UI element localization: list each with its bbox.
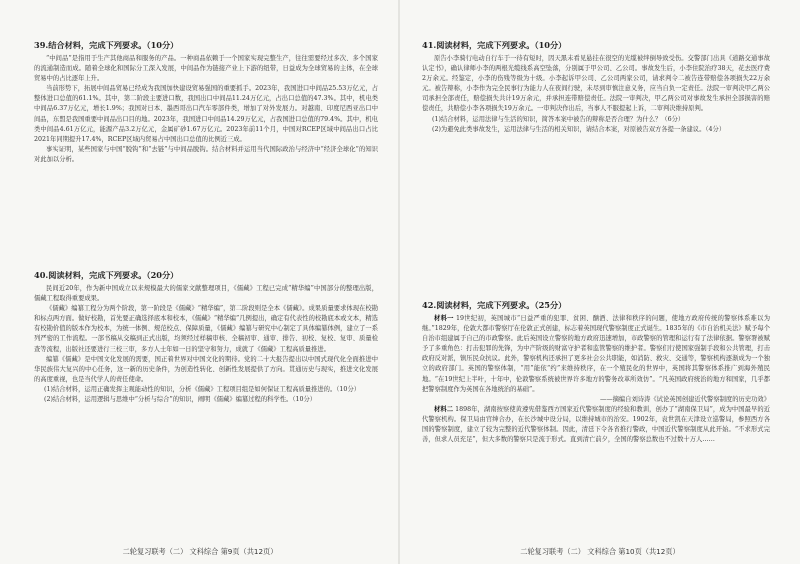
question-42 [422, 300, 770, 445]
q42-material-1 [422, 314, 770, 395]
question-40 [34, 270, 378, 405]
material-2-label: 材料二 [434, 405, 454, 413]
q39-paragraph-2: 当前形势下，拓展中间品贸易已经成为我国加快建设贸易强国的重要抓手。2023年，我国进口中间品25.53万亿元，占整体进口总值的61.1%。其中，第二阶段主要进口数，我国出口中间品11.24万亿元，占出口总值的47.3%。其中，机电类中间品6.37万亿元，增长1.9%；我国对日本、墨西哥出口汽车零部件类，增加了对外发展力。对越南、印度尼西亚出口中间品，东盟是我国重要中间品出口目的地。2023年，我国进口中间品14.29万亿元，占我国进口总值的79.4%。其中，机电类中间品4.61万亿元，能源产品3.2万亿元，金属矿砂1.67万亿元。2023年前11个月，中国对RCEP区域中间品出口占比2021年同期提升17.4%，RCEP区域内贸易占中国出口总值的比例近三成。 [34, 85, 378, 143]
q42-material-2 [422, 405, 770, 445]
material-2-text: 1898年，湖南按察使黄遵宪借鉴西方国家近代警察制度的经验和教训，创办了“湖南保卫局”，成为中国最早的近代警察机构。保卫局由官绅合办，在长沙城中设分局，以维持城市的治安。1902年，袁世凯在天津设立巡警局，参照西方各国的警察制度，建立了较为完整的近代警察体制。因此，清廷下令各省推行警政，中国近代警察制度从此开始。“不求形式完善，但求人员充足”，但大多数的警察只是流于形式。直到清亡前夕，全国的警察总数也不过数十万人…… [422, 405, 770, 444]
page-10-footer: 二轮复习联考（二） 文科综合 第10页（共12页） [520, 547, 680, 556]
question-39 [34, 40, 378, 165]
q40-paragraph-2: 《儒藏》编纂工程分为两个阶段，第一阶段是《儒藏》“精华编”，第二阶段则是全本《儒藏》。成果质量要求体现在校勘和标点两方面。做好校勘，首先要正确选择底本和校本，《儒藏》“精华编”几例提出，确定有代表性的校勘底本或文本，精选有校勘价值的版本作为校本，为统一体例、规范校点、保障质量，《儒藏》编纂与研究中心制定了具体编纂体例，建立了一系列严密的工作流程。一部书稿从交稿到正式出版，均须经过样稿审核、全稿初审、通审、排告、初校、复校、复审、质量检查等流程，出版社还要进行三校三审，多方人士年如一日的坚守和努力，成就了《儒藏》工程高质量推进。 [34, 305, 378, 353]
q41-question-2: (2)为避免此类事故发生，运用法律与生活的相关知识，请结合本案，对原被告双方各提一条建议。（4分） [432, 125, 726, 133]
q41-paragraph-1: 原告小李骑行电动自行车于一待有短时，因天黑未看见悬挂在很空的光缆被绊倒导致受伤。交警部门出具《道路交通事故认定书》，确认律师小李的两根光缆线系高空坠落，分别属于甲公司、乙公司。事故发生后，小李住院治疗38天，花去医疗费2万余元。经鉴定，小李的伤残等级为十级。小李起诉甲公司、乙公司两家公司，请求判令二被告连带赔偿各项损失22万余元。被告辩称，小李作为完全民事行为能力人在夜间行驶，未尽到审慎注意义务，应当自负一定责任。法院一审判决甲乙两公司承担全部责任，赔偿损失共计19万余元，并承担连带赔偿责任。法院一审判决，甲乙两公司对事故发生承担全部损害的赔偿责任，共赔偿小李各项损失19万余元。一审判决作出后，当事人不服提起上诉，二审判决维持原判。 [422, 55, 770, 113]
q40-question-2: (2)结合材料，运用逻辑与思维中“分析与综合”的知识，阐明《儒藏》编纂过程的科学性。（10分） [44, 396, 317, 404]
page-9-footer: 二轮复习联考（二） 文科综合 第9页（共12页） [122, 547, 278, 556]
question-39-title: 39.结合材料，完成下列要求。（10分） [34, 40, 179, 50]
material-1-source: ——摘编自刘诗涛《试论英国创建近代警察制度的历史功效》 [599, 395, 770, 403]
question-41 [422, 40, 770, 135]
question-41-title: 41.阅读材料，完成下列要求。（10分） [422, 40, 567, 50]
q41-question-1: (1)结合材料，运用法律与生活的知识，简答本案中被告的辩称是否合理？为什么？（6分） [432, 115, 685, 123]
question-42-title: 42.阅读材料，完成下列要求。（25分） [422, 300, 567, 310]
material-1-label: 材料一 [434, 315, 454, 322]
q40-paragraph-1: 民间近20年，作为新中国成立以来规模最大的儒家文献整理项目，《儒藏》工程已完成“精华编”中国部分的整理出版，儒藏工程取得重要成果。 [34, 285, 378, 303]
q39-paragraph-3: 事实证明，某些国家与中国“脱钩”和“去链”与中间品脱钩。结合材料并运用当代国际政治与经济中“经济全球化”的知识对此加以分析。 [34, 145, 378, 163]
q39-paragraph-1: “中间品”是指用于生产其他商品和服务的产品。一种商品依赖于一个国家实现完整生产，往往需要经过多次、多个国家的流通制造而成。随着全球化和国际分工深入发展，中间品作为链接产业上下游的纽带，日益成为全球贸易的主体，在全球贸易中的占比逐年上升。 [34, 55, 378, 83]
material-1-text: 19世纪初，英国城市“日益严重的犯罪、贫困、酗酒、法律和秩序的问题，使地方政府传统的警察体系难以为继。”1829年，伦敦大都市警察厅在伦敦正式创建，标志着英国现代警察制度正式诞生。1835年的《市自治机关法》赋予每个自治市组建属于自己的市政警察。此后英国设立警察的地方政府迅速增加，市政警察的管理和运行有了法律依据。警察署被赋予了多重角色：打击犯罪的先锋，为中产阶级的财富守护者和监管警察的维护者。警察们行使国家强制手段和公共管理，打击政府反对派，镇压民众抗议。此外，警察机构还承担了更多社会公共职能，如消防、救灾、交通等，警察机构逐渐成为一个独立的政府部门。英国的警察体制，“用”能依“约”来维持秩序，在一个殖民化的世界中，英国将其警察体系推广到海外殖民地。“在19世纪上半叶，十年中，伦敦警察系统被世界许多地方的警务改革所效仿”。“凡英国政府统治的地方和国家，几乎都把警察制度作为英国在各地统治的基础”。 [422, 315, 770, 393]
q40-question-1: (1)结合材料，运用正确发挥主观能动性的知识，分析《儒藏》工程项目组是如何保证工程高质量推进的。（10分） [44, 385, 361, 393]
page-10 [400, 0, 800, 564]
q40-paragraph-3: 编纂《儒藏》是中国文化发展的需要，国正着世界对中国文化的期待。党的二十大报告提出以中国式现代化全面推进中华民族伟大复兴的中心任务，这一新的历史条件，为创造性转化、创新性发展提供了方向。贯通历史与现实，推进文化发展的高度重视，也是当代学人的责任使命。 [34, 355, 378, 383]
question-40-title: 40.阅读材料，完成下列要求。（20分） [34, 270, 179, 280]
